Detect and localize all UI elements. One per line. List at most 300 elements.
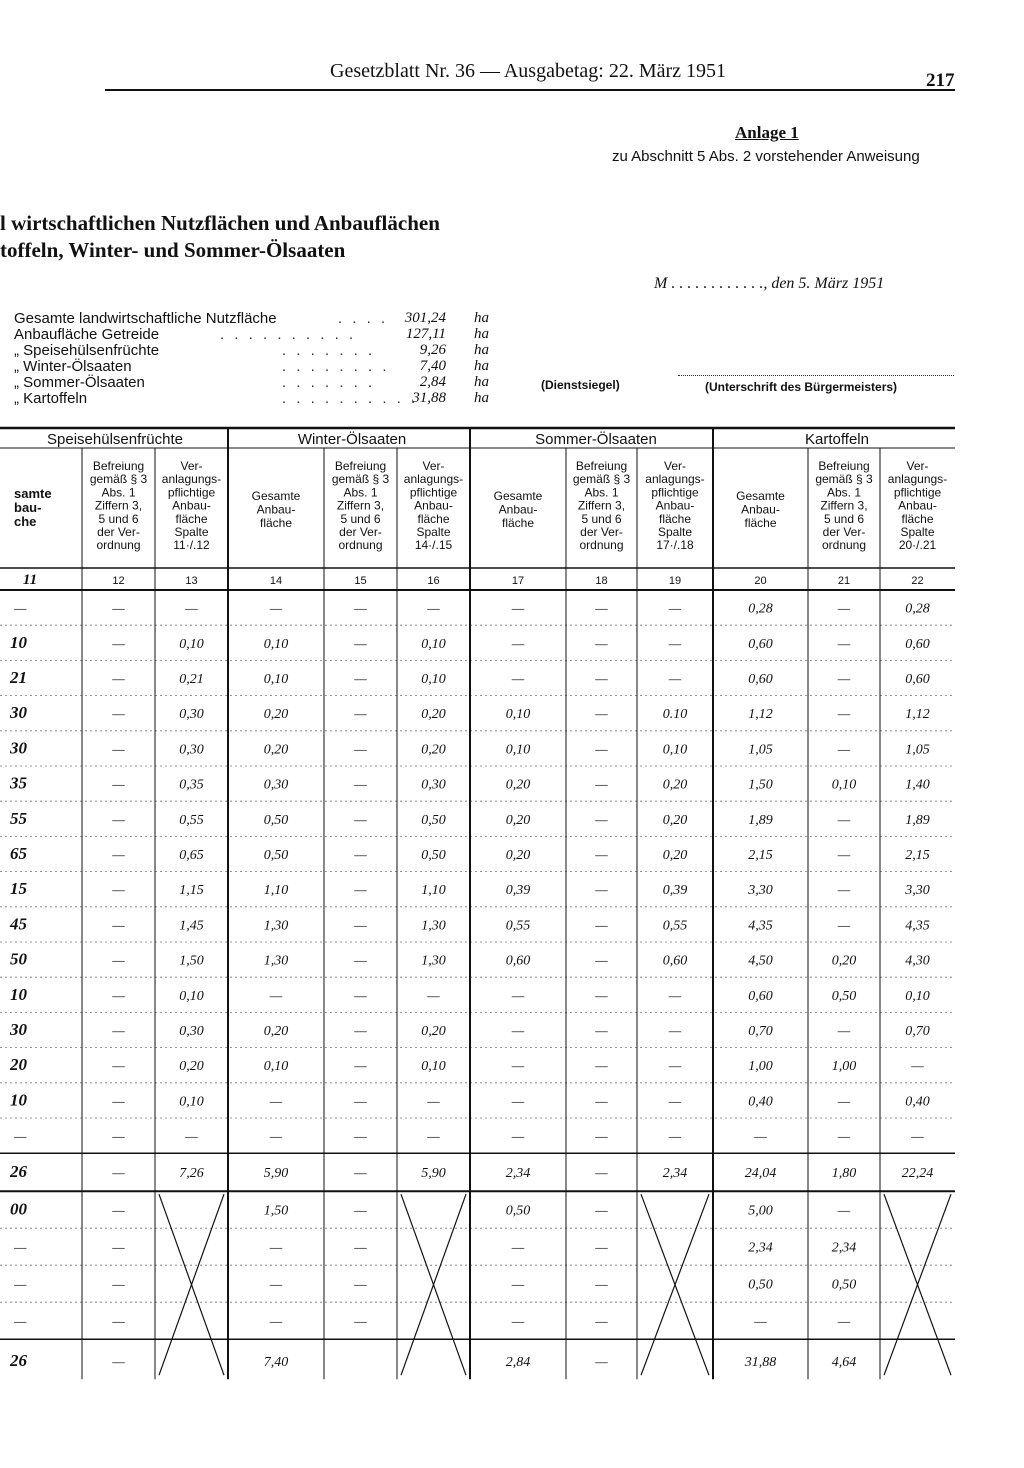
sum-row-cell: — bbox=[354, 1166, 367, 1182]
table-row-cell: 1,89 bbox=[905, 812, 930, 828]
table-row-cell: 0,10 bbox=[421, 672, 446, 687]
table-row-cell: 15 bbox=[10, 879, 27, 899]
extra-row-cell: — bbox=[837, 1314, 851, 1330]
table-row-cell: — bbox=[14, 601, 27, 617]
extra-row-cell: 0,50 bbox=[831, 1277, 857, 1293]
summary-row bbox=[0, 342, 500, 358]
table-row-cell: 0,28 bbox=[905, 601, 930, 617]
table-row-cell: 10 bbox=[10, 1090, 27, 1110]
subheader-gesamte-line: fläche bbox=[501, 516, 535, 530]
summary-row bbox=[0, 310, 500, 326]
table-row-cell: 0,10 bbox=[421, 1059, 446, 1075]
extra-row-cell: — bbox=[595, 1240, 608, 1256]
total-row-cell: 2,84 bbox=[505, 1355, 531, 1371]
table-row-cell: — bbox=[595, 601, 608, 617]
total-row-cell: — bbox=[595, 1355, 608, 1371]
summary-label: „ Kartoffeln bbox=[14, 390, 88, 407]
subheader-veranlagung-line: Ver- bbox=[663, 459, 687, 473]
table-row-cell: — bbox=[837, 1024, 851, 1039]
table-row-cell: — bbox=[754, 1129, 767, 1145]
subheader-befreiung-line: gemäß § 3 bbox=[572, 472, 631, 487]
page-number: 217 bbox=[926, 70, 955, 91]
table-row-cell: — bbox=[595, 636, 608, 652]
subheader-veranlagung-line: anlagungs- bbox=[161, 472, 222, 487]
extra-row-cell: — bbox=[595, 1203, 608, 1219]
subheader-veranlagung-line: fläche bbox=[175, 511, 208, 526]
subheader-veranlagung-line: pflichtige bbox=[167, 485, 216, 500]
signature-label: (Unterschrift des Bürgermeisters) bbox=[705, 380, 898, 394]
table-row-cell: 3,30 bbox=[748, 883, 773, 899]
subheader-veranlagung-line: Ver- bbox=[906, 459, 929, 473]
extra-row-cell: — bbox=[14, 1277, 27, 1293]
column-number: 15 bbox=[354, 575, 367, 587]
table-row-cell: 1,40 bbox=[905, 777, 930, 793]
table-row-cell: — bbox=[269, 1129, 283, 1145]
table-row-cell: — bbox=[511, 1094, 525, 1110]
table-row-cell: 0,55 bbox=[662, 918, 688, 934]
table-row-cell: — bbox=[112, 672, 125, 687]
table-row-cell: — bbox=[354, 918, 367, 934]
table-row-cell: 35 bbox=[10, 773, 27, 793]
table-row-cell: — bbox=[595, 742, 608, 758]
table-row-cell: 30 bbox=[10, 1020, 27, 1039]
table-row-cell: — bbox=[511, 601, 525, 617]
table-row-cell: 3,30 bbox=[905, 883, 930, 899]
table-row-cell: — bbox=[185, 601, 198, 617]
table-row-cell: 1,89 bbox=[748, 812, 773, 828]
table-row-cell: — bbox=[354, 777, 367, 793]
table-row-cell: — bbox=[837, 1094, 851, 1110]
table-row-cell: 0,20 bbox=[263, 707, 289, 723]
sum-row-cell: 1,80 bbox=[831, 1166, 857, 1182]
total-row-cell: 31,88 bbox=[744, 1355, 777, 1371]
table-row-cell: 0,39 bbox=[662, 883, 688, 899]
table-row-cell: 2,15 bbox=[905, 848, 930, 863]
subheader-veranlagung-line: Spalte bbox=[416, 525, 451, 539]
table-row-cell: — bbox=[837, 601, 851, 617]
total-row-cell: — bbox=[112, 1355, 125, 1371]
summary-label: „ Sommer-Ölsaaten bbox=[14, 374, 145, 391]
summary-value: 301,24 bbox=[404, 310, 446, 326]
table-row-cell: — bbox=[668, 988, 682, 1004]
truncated-header-line: che bbox=[14, 514, 37, 529]
seal-label: (Dienstsiegel) bbox=[541, 378, 620, 392]
table-row-cell: — bbox=[837, 672, 851, 687]
table-row-cell: — bbox=[427, 601, 440, 617]
gazette-header: Gesetzblatt Nr. 36 — Ausgabetag: 22. März 1951 bbox=[330, 60, 727, 82]
subheader-veranlagung-line: Anbau- bbox=[655, 498, 695, 513]
table-row-cell: — bbox=[112, 1059, 125, 1075]
summary-row bbox=[0, 358, 500, 374]
subheader-veranlagung-line: Anbau- bbox=[172, 498, 211, 513]
summary-dots: . . . . bbox=[338, 310, 389, 327]
table-row-cell: 0,10 bbox=[179, 1094, 204, 1110]
table-row-cell: 0,55 bbox=[179, 812, 204, 828]
table-row-cell: 0,20 bbox=[421, 1024, 446, 1039]
table-row-cell: 0,60 bbox=[905, 672, 930, 687]
table-row-cell: 0,10 bbox=[263, 1059, 289, 1075]
summary-unit: ha bbox=[474, 342, 489, 358]
subheader-befreiung-line: der Ver- bbox=[97, 525, 140, 539]
extra-row-cell: 0,50 bbox=[748, 1277, 773, 1293]
subheader-veranlagung-line: pflichtige bbox=[893, 485, 942, 500]
subheader-gesamte-line: Anbau- bbox=[498, 502, 538, 517]
table-row-cell: 1,30 bbox=[263, 953, 289, 969]
extra-row-cell: — bbox=[269, 1240, 283, 1256]
table-row-cell: 20 bbox=[10, 1055, 27, 1075]
table-row-cell: — bbox=[837, 812, 851, 828]
subheader-befreiung-line: Befreiung bbox=[818, 459, 870, 473]
sum-row-cell: 7,26 bbox=[179, 1166, 204, 1182]
summary-label: „ Winter-Ölsaaten bbox=[14, 358, 132, 375]
total-row-cell: 26 bbox=[10, 1351, 27, 1371]
place-date-line: M . . . . . . . . . . . ., den 5. März 1951 bbox=[654, 275, 885, 292]
table-row-cell: — bbox=[427, 988, 440, 1004]
table-row-cell: 0,50 bbox=[421, 812, 446, 828]
table-row-cell: 1,10 bbox=[263, 883, 289, 899]
summary-dots: . . . . . . . . . . bbox=[220, 326, 357, 343]
subheader-veranlagung-line: Spalte bbox=[657, 525, 693, 539]
table-row-cell: — bbox=[668, 1059, 682, 1075]
table-row-cell: — bbox=[595, 777, 608, 793]
table-row-cell: 0,50 bbox=[263, 848, 289, 863]
subheader-befreiung-line: ordnung bbox=[579, 538, 624, 553]
table-row-cell: 0,20 bbox=[421, 707, 446, 723]
table-row-cell: — bbox=[511, 672, 525, 687]
extra-row-cell: — bbox=[511, 1240, 525, 1256]
summary-unit: ha bbox=[474, 358, 489, 374]
table-row-cell: 0,50 bbox=[421, 848, 446, 863]
table-row-cell: 1,50 bbox=[179, 953, 204, 969]
subheader-veranlagung-line: Ver- bbox=[180, 459, 203, 473]
extra-row-cell: — bbox=[754, 1314, 767, 1330]
summary-unit: ha bbox=[474, 310, 489, 326]
sum-row-cell: 26 bbox=[10, 1162, 27, 1182]
table-row-cell: — bbox=[354, 601, 367, 617]
sum-row-cell: 22,24 bbox=[901, 1166, 934, 1182]
sum-row-cell: 5,90 bbox=[263, 1166, 289, 1182]
extra-row-cell: — bbox=[354, 1203, 367, 1219]
table-row-cell: — bbox=[668, 636, 682, 652]
table-row-cell: 0,60 bbox=[748, 988, 773, 1004]
table-row-cell: — bbox=[427, 1094, 440, 1110]
table-row-cell: 0,20 bbox=[505, 812, 531, 828]
table-row-cell: 45 bbox=[10, 914, 27, 934]
subheader-veranlagung-line: anlagungs- bbox=[887, 472, 948, 487]
table-row-cell: — bbox=[595, 672, 608, 687]
table-row-cell: 0,10 bbox=[179, 988, 204, 1004]
table-row-cell: — bbox=[269, 601, 283, 617]
extra-row-cell: — bbox=[511, 1314, 525, 1330]
truncated-header-line: samte bbox=[14, 486, 52, 501]
spalte-reference: 14·/.15 bbox=[414, 538, 453, 553]
table-row-cell: 0,30 bbox=[421, 777, 446, 793]
summary-unit: ha bbox=[474, 374, 489, 390]
document-title-line-1: l wirtschaftlichen Nutzflächen und Anbauflächen bbox=[0, 211, 440, 235]
table-row-cell: 10 bbox=[10, 984, 27, 1004]
table-row-cell: 0,30 bbox=[179, 742, 204, 758]
table-row-cell: — bbox=[595, 848, 608, 863]
subheader-befreiung-line: der Ver- bbox=[339, 525, 382, 539]
summary-row bbox=[0, 326, 500, 342]
table-row-cell: — bbox=[427, 1129, 440, 1145]
table-row-cell: 0,20 bbox=[179, 1059, 204, 1075]
table-row-cell: 55 bbox=[10, 808, 27, 828]
table-row-cell: 0,60 bbox=[748, 672, 773, 687]
table-row-cell: 1,15 bbox=[179, 883, 204, 899]
summary-label: „ Speisehülsenfrüchte bbox=[14, 342, 160, 359]
table-row-cell: — bbox=[668, 1024, 682, 1039]
column-number: 17 bbox=[511, 575, 525, 587]
table-row-cell: 0,40 bbox=[748, 1094, 773, 1110]
subheader-befreiung-line: Befreiung bbox=[575, 459, 628, 473]
summary-dots: . . . . . . . . . . bbox=[282, 390, 419, 407]
table-row-cell: — bbox=[595, 1094, 608, 1110]
summary-value: 2,84 bbox=[419, 374, 446, 390]
table-row-cell: 0,28 bbox=[748, 601, 773, 617]
summary-value: 7,40 bbox=[419, 358, 446, 374]
signature-line bbox=[678, 375, 954, 376]
table-row-cell: — bbox=[354, 1059, 367, 1075]
extra-row-cell: — bbox=[595, 1314, 608, 1330]
subheader-befreiung-line: gemäß § 3 bbox=[815, 472, 873, 487]
table-row-cell: 0,50 bbox=[263, 812, 289, 828]
subheader-befreiung-line: Befreiung bbox=[334, 459, 387, 473]
subheader-befreiung-line: Befreiung bbox=[92, 459, 145, 473]
table-row-cell: 0,40 bbox=[905, 1094, 930, 1110]
table-row-cell: — bbox=[185, 1129, 198, 1145]
table-row-cell: 0,39 bbox=[505, 883, 531, 899]
column-number: 18 bbox=[595, 575, 608, 587]
table-row-cell: — bbox=[354, 672, 367, 687]
table-row-cell: 4,35 bbox=[748, 918, 773, 934]
table-row-cell: 30 bbox=[10, 738, 27, 758]
table-row-cell: 30 bbox=[10, 703, 27, 723]
table-row-cell: 0,70 bbox=[748, 1024, 773, 1039]
summary-value: 127,11 bbox=[405, 326, 446, 342]
table-row-cell: — bbox=[837, 918, 851, 934]
table-row-cell: 1,10 bbox=[421, 883, 446, 899]
header-rule bbox=[105, 89, 955, 91]
subheader-gesamte-line: fläche bbox=[744, 516, 777, 530]
table-row-cell: 0,10 bbox=[263, 672, 289, 687]
extra-row-cell: — bbox=[112, 1240, 125, 1256]
table-row-cell: — bbox=[112, 812, 125, 828]
table-row-cell: — bbox=[511, 988, 525, 1004]
subheader-gesamte-line: Anbau- bbox=[256, 502, 296, 517]
table-row-cell: — bbox=[354, 988, 367, 1004]
table-row-cell: — bbox=[354, 883, 367, 899]
table-row-cell: 4,35 bbox=[905, 918, 930, 934]
subheader-veranlagung-line: pflichtige bbox=[409, 485, 458, 500]
table-row-cell: 0,20 bbox=[263, 1024, 289, 1039]
table-row-cell: — bbox=[112, 636, 125, 652]
column-number: 16 bbox=[427, 575, 440, 587]
summary-unit: ha bbox=[474, 326, 489, 342]
table-row-cell: 1,30 bbox=[263, 918, 289, 934]
table-row-cell: — bbox=[668, 1129, 682, 1145]
subheader-gesamte-line: Gesamte bbox=[736, 489, 785, 503]
table-row-cell: — bbox=[837, 848, 851, 863]
summary-value: 31,88 bbox=[412, 390, 446, 406]
table-row-cell: 0,20 bbox=[505, 848, 531, 863]
table-row-cell: — bbox=[112, 848, 125, 863]
table-row-cell: — bbox=[112, 601, 125, 617]
table-row-cell: 0,10 bbox=[263, 636, 289, 652]
table-row-cell: — bbox=[837, 1129, 851, 1145]
table-row-cell: 0,30 bbox=[263, 777, 289, 793]
subheader-veranlagung-line: anlagungs- bbox=[645, 472, 705, 487]
table-row-cell: 0,10 bbox=[505, 742, 531, 758]
table-row-cell: 0,35 bbox=[179, 777, 204, 793]
appendix-subtitle: zu Abschnitt 5 Abs. 2 vorstehender Anweisung bbox=[612, 148, 920, 165]
table-row-cell: — bbox=[269, 988, 283, 1004]
subheader-befreiung-line: der Ver- bbox=[580, 525, 623, 539]
table-row-cell: 0,10 bbox=[831, 777, 857, 793]
subheader-gesamte-line: Gesamte bbox=[493, 489, 543, 503]
extra-row-cell: 00 bbox=[10, 1199, 27, 1219]
table-row-cell: 0,10 bbox=[421, 636, 446, 652]
table-row-cell: — bbox=[112, 918, 125, 934]
subheader-gesamte-line: Gesamte bbox=[251, 489, 301, 503]
table-row-cell: — bbox=[595, 1024, 608, 1039]
extra-row-cell: 5,00 bbox=[748, 1203, 773, 1219]
table-row-cell: — bbox=[837, 742, 851, 758]
extra-row-cell: — bbox=[269, 1277, 283, 1293]
sum-row-cell: 2,34 bbox=[662, 1166, 688, 1182]
extra-row-cell: — bbox=[354, 1314, 367, 1330]
subheader-befreiung-line: ordnung bbox=[338, 538, 383, 553]
subheader-veranlagung-line: Anbau- bbox=[898, 498, 937, 513]
subheader-befreiung-line: Ziffern 3, bbox=[577, 498, 626, 513]
table-row-cell: — bbox=[112, 953, 125, 969]
table-row-cell: 0.10 bbox=[662, 707, 688, 723]
subheader-veranlagung-line: pflichtige bbox=[651, 485, 699, 500]
column-number: 11 bbox=[22, 572, 38, 588]
summary-dots: . . . . . . . bbox=[282, 342, 376, 359]
table-row-cell: 0,60 bbox=[505, 953, 531, 969]
table-row-cell: 2,15 bbox=[748, 848, 773, 863]
extra-row-cell: — bbox=[354, 1277, 367, 1293]
subheader-befreiung-line: Abs. 1 bbox=[826, 485, 862, 500]
total-row-cell: 7,40 bbox=[263, 1355, 289, 1371]
table-row-cell: 1,00 bbox=[748, 1059, 773, 1075]
table-row-cell: — bbox=[354, 953, 367, 969]
summary-label: Gesamte landwirtschaftliche Nutzfläche bbox=[14, 310, 277, 327]
extra-row-cell: — bbox=[511, 1277, 525, 1293]
subheader-veranlagung-line: anlagungs- bbox=[403, 472, 464, 487]
table-row-cell: — bbox=[112, 742, 125, 758]
table-row-cell: — bbox=[595, 812, 608, 828]
table-row-cell: — bbox=[511, 1024, 525, 1039]
table-row-cell: 0,10 bbox=[662, 742, 688, 758]
subheader-befreiung-line: gemäß § 3 bbox=[89, 472, 148, 487]
table-row-cell: 0,55 bbox=[505, 918, 531, 934]
table-row-cell: 0,20 bbox=[263, 742, 289, 758]
subheader-befreiung-line: 5 und 6 bbox=[823, 511, 865, 526]
extra-row-cell: 1,50 bbox=[263, 1203, 289, 1219]
table-row-cell: 0,20 bbox=[831, 953, 857, 969]
spalte-reference: 11·/.12 bbox=[173, 538, 210, 553]
summary-dots: . . . . . . . . bbox=[282, 358, 390, 375]
table-row-cell: — bbox=[911, 1059, 924, 1075]
extra-row-cell: — bbox=[112, 1203, 125, 1219]
table-row-cell: — bbox=[112, 988, 125, 1004]
subheader-befreiung-line: Ziffern 3, bbox=[820, 498, 868, 513]
subheader-gesamte-line: fläche bbox=[259, 516, 293, 530]
subheader-befreiung-line: gemäß § 3 bbox=[331, 472, 390, 487]
spalte-reference: 20·/.21 bbox=[898, 538, 937, 553]
table-row-cell: — bbox=[837, 636, 851, 652]
sum-row-cell: 5,90 bbox=[421, 1166, 446, 1182]
table-row-cell: — bbox=[595, 918, 608, 934]
table-row-cell: — bbox=[354, 1094, 367, 1110]
subheader-befreiung-line: 5 und 6 bbox=[340, 511, 381, 526]
subheader-befreiung-line: 5 und 6 bbox=[581, 511, 622, 526]
table-row-cell: 65 bbox=[10, 844, 27, 863]
table-row-cell: — bbox=[354, 812, 367, 828]
table-row-cell: — bbox=[112, 777, 125, 793]
table-row-cell: 10 bbox=[10, 632, 27, 652]
area-table-svg bbox=[0, 420, 960, 1390]
table-row-cell: — bbox=[837, 707, 851, 723]
table-row-cell: — bbox=[595, 953, 608, 969]
table-row-cell: — bbox=[595, 883, 608, 899]
table-row-cell: — bbox=[354, 636, 367, 652]
table-row-cell: 0,10 bbox=[905, 988, 930, 1004]
table-row-cell: — bbox=[112, 1094, 125, 1110]
subheader-veranlagung-line: fläche bbox=[901, 511, 934, 526]
extra-row-cell: — bbox=[112, 1277, 125, 1293]
table-row-cell: 0,30 bbox=[179, 1024, 204, 1039]
table-row-cell: 0,60 bbox=[905, 636, 930, 652]
table-row-cell: 1,30 bbox=[421, 918, 446, 934]
table-row-cell: 1,12 bbox=[748, 707, 773, 723]
document-title-line-2: toffeln, Winter- und Sommer-Ölsaaten bbox=[0, 238, 346, 262]
table-row-cell: — bbox=[269, 1094, 283, 1110]
table-row-cell: — bbox=[354, 848, 367, 863]
column-number: 14 bbox=[269, 575, 283, 587]
spalte-reference: 17·/.18 bbox=[656, 538, 694, 553]
table-row-cell: — bbox=[595, 1059, 608, 1075]
summary-label: Anbaufläche Getreide bbox=[14, 326, 160, 343]
subheader-befreiung-line: ordnung bbox=[96, 538, 141, 553]
table-row-cell: 0,60 bbox=[748, 636, 773, 652]
table-row-cell: — bbox=[595, 1129, 608, 1145]
subheader-veranlagung-line: fläche bbox=[658, 511, 692, 526]
table-row-cell: 0,70 bbox=[905, 1024, 930, 1039]
subheader-befreiung-line: ordnung bbox=[821, 538, 867, 553]
table-row-cell: 4,30 bbox=[905, 953, 930, 969]
table-row-cell: 0,20 bbox=[505, 777, 531, 793]
table-row-cell: — bbox=[595, 988, 608, 1004]
subheader-veranlagung-line: Ver- bbox=[422, 459, 445, 473]
summary-list bbox=[0, 310, 500, 410]
table-row-cell: 21 bbox=[10, 668, 27, 687]
sum-row-cell: 24,04 bbox=[744, 1166, 777, 1182]
subheader-befreiung-line: 5 und 6 bbox=[98, 511, 139, 526]
table-row-cell: 1,05 bbox=[905, 742, 930, 758]
table-row-cell: 50 bbox=[10, 949, 27, 969]
table-row-cell: 1,12 bbox=[905, 707, 930, 723]
column-number: 22 bbox=[911, 575, 924, 587]
table-row-cell: — bbox=[911, 1129, 924, 1145]
summary-dots: . . . . . . . bbox=[282, 374, 376, 391]
sum-row-cell: — bbox=[112, 1166, 125, 1182]
table-row-cell: — bbox=[668, 672, 682, 687]
table-row-cell: — bbox=[668, 1094, 682, 1110]
summary-unit: ha bbox=[474, 390, 489, 406]
